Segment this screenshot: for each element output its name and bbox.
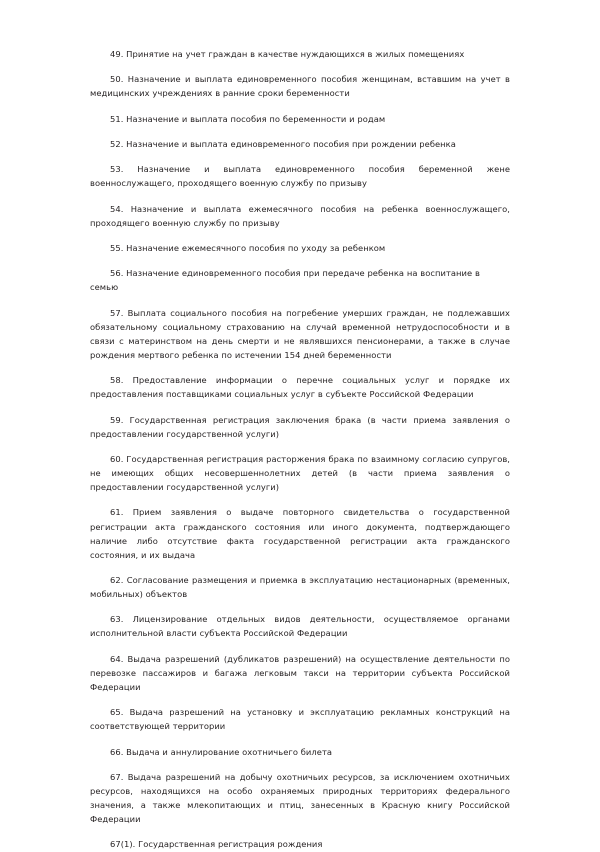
clause-item: 57. Выплата социального пособия на погребение умерших граждан, не подлежавших обязательному социальному страхованию на случай временной нетрудоспособности и в связи с материнством на день смерти и не являвшихся пенсионерами, а также в случае рождения мертвого ребенка по истечении 154 дней беременности — [90, 307, 510, 360]
clause-item: 63. Лицензирование отдельных видов деятельности, осуществляемое органами исполнительной власти субъекта Российской Федерации — [90, 614, 510, 639]
clause-item: 54. Назначение и выплата ежемесячного пособия на ребенка военнослужащего, проходящего военную службу по призыву — [90, 203, 510, 228]
clause-item: 67(1). Государственная регистрация рождения — [110, 839, 323, 850]
clause-item: 60. Государственная регистрация расторжения брака по взаимному согласию супругов, не имеющих общих несовершеннолетних детей (в части приема заявления о предоставлении государственной услуги) — [90, 453, 510, 493]
clause-item: 66. Выдача и аннулирование охотничьего билета — [110, 746, 333, 757]
clause-item: 51. Назначение и выплата пособия по беременности и родам — [110, 113, 386, 124]
clause-item: 64. Выдача разрешений (дубликатов разрешений) на осуществление деятельности по перевозке пассажиров и багажа легковым такси на территории субъекта Российской Федерации — [90, 653, 510, 692]
clause-item: 67. Выдача разрешений на добычу охотничьих ресурсов, за исключением охотничьих ресурсов, находящихся на особо охраняемых природных территориях федерального значения, а также млекопитающих и птиц, занесенных в Красную книгу Российской Федерации — [90, 771, 510, 825]
clause-item: 58. Предоставление информации о перечне социальных услуг и порядке их предоставления поставщиками социальных услуг в субъекте Российской Федерации — [90, 375, 510, 400]
clause-item: 59. Государственная регистрация заключения брака (в части приема заявления о предоставлении государственной услуги) — [90, 414, 510, 439]
clause-list — [90, 47, 510, 852]
clause-item: 56. Назначение единовременного пособия при передаче ребенка на воспитание в семью — [90, 268, 480, 293]
clause-item: 62. Согласование размещения и приемка в эксплуатацию нестационарных (временных, мобильных) объектов — [90, 574, 510, 600]
clause-item: 49. Принятие на учет граждан в качестве нуждающихся в жилых помещениях — [110, 49, 465, 59]
clause-item: 50. Назначение и выплата единовременного пособия женщинам, вставшим на учет в медицинских учреждениях в ранние сроки беременности — [90, 74, 510, 99]
clause-item: 53. Назначение и выплата единовременного пособия беременной жене военнослужащего, проходящего военную службу по призыву — [90, 164, 510, 189]
clause-item: 65. Выдача разрешений на установку и эксплуатацию рекламных конструкций на соответствующей территории — [90, 707, 510, 732]
clause-item: 52. Назначение и выплата единовременного пособия при рождении ребенка — [110, 138, 456, 149]
clause-item: 55. Назначение ежемесячного пособия по уходу за ребенком — [110, 242, 386, 253]
clause-item: 61. Прием заявления о выдаче повторного свидетельства о государственной регистрации акта гражданского состояния или иного документа, подтверждающего наличие либо отсутствие факта государственной регистрации акта гражданского состояния, и их выдача — [90, 507, 510, 560]
